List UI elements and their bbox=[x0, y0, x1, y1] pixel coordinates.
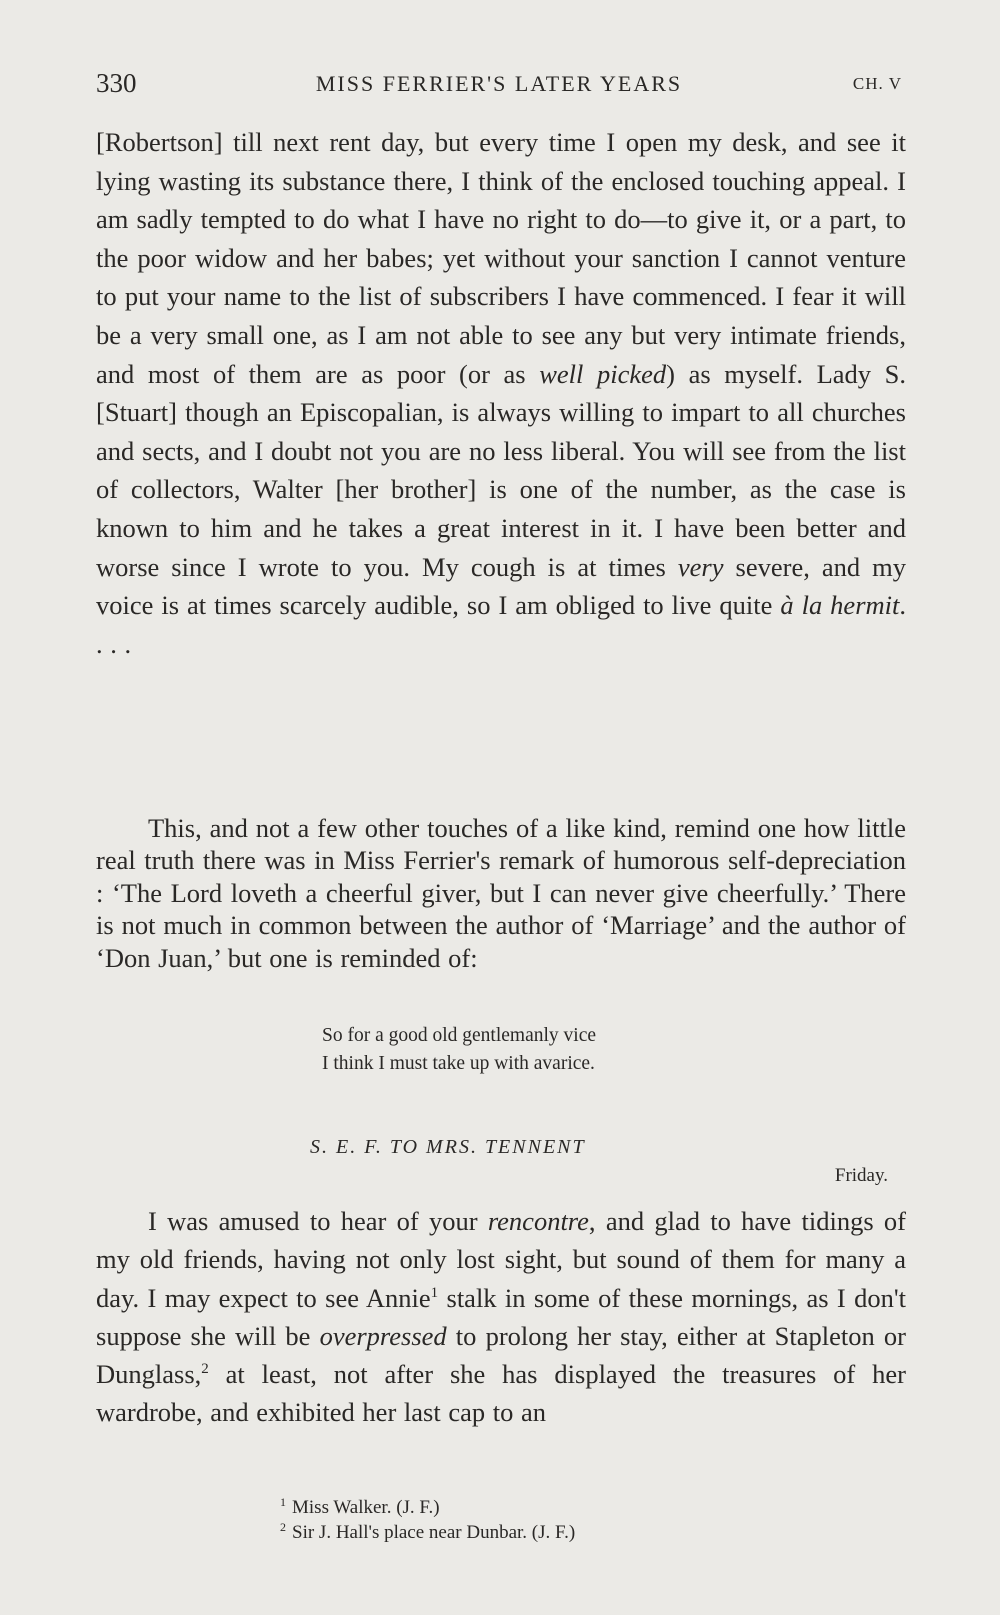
letter-date: Friday. bbox=[834, 1165, 888, 1186]
page-header bbox=[96, 68, 902, 102]
text-run: ) as myself. Lady S. [Stuart] though an Episcopalian, is always willing to impart to all churches and sects, and I doubt not you are no less liberal. You will see from the list of collectors, Walter [her brother] is one of the number, as the case is known to him and he takes a great interest in it. I have been better and worse since I wrote to you. My cough is at times bbox=[96, 358, 906, 582]
letter-continuation bbox=[96, 123, 906, 663]
verse-line: I think I must take up with avarice. bbox=[322, 1053, 595, 1074]
footnote-text: Sir J. Hall's place near Dunbar. (J. F.) bbox=[292, 1522, 576, 1543]
footnote-text: Miss Walker. (J. F.) bbox=[292, 1497, 440, 1518]
chapter-label: CH. V bbox=[852, 74, 902, 93]
commentary-text: This, and not a few other touches of a like kind, remind one how little real truth there was in Miss Ferrier's remark of humorous self-depreciation : ‘The Lord loveth a cheerful giver, but I can never give cheerfully.’ There is not much in common between the author of ‘Marriage’ and the author of ‘Don Juan,’ but one is reminded of: bbox=[96, 813, 906, 973]
verse-quotation bbox=[322, 1022, 596, 1078]
letter-body bbox=[96, 1202, 906, 1432]
commentary-paragraph bbox=[96, 812, 906, 974]
footnote-ref: 2 bbox=[201, 1361, 209, 1378]
text-run: severe, and my voice is at times scarcely audible, so I am obliged to live quite bbox=[96, 551, 906, 621]
italic-run: very bbox=[677, 551, 724, 582]
italic-run: à la hermit bbox=[780, 590, 900, 621]
running-title: MISS FERRIER'S LATER YEARS bbox=[315, 71, 683, 96]
letter-paragraph bbox=[96, 1202, 906, 1432]
italic-run: well picked bbox=[539, 358, 667, 389]
text-run: I was amused to hear of your bbox=[148, 1206, 488, 1236]
footnote-mark: 1 bbox=[280, 1494, 286, 1509]
footnote-mark: 2 bbox=[280, 1519, 286, 1534]
text-run: at least, not after she has displayed the treasures of her wardrobe, and exhibited her last cap to an bbox=[96, 1359, 906, 1428]
page-number: 330 bbox=[96, 68, 137, 98]
text-run: , and glad to have tidings of my old friends, having not only lost sight, but sound of them for many a day. I may expect to see Annie bbox=[96, 1206, 906, 1313]
italic-run: overpressed bbox=[319, 1320, 447, 1351]
letter-paragraph bbox=[96, 123, 906, 663]
verse-line: So for a good old gentlemanly vice bbox=[322, 1025, 597, 1046]
letter-heading: S. E. F. TO MRS. TENNENT bbox=[310, 1136, 586, 1158]
italic-run: rencontre bbox=[487, 1206, 589, 1236]
text-run: stalk in some of these mornings, as I don't suppose she will be bbox=[96, 1282, 907, 1351]
footnote-ref: 1 bbox=[430, 1284, 439, 1301]
text-run: to prolong her stay, either at Stapleton or Dunglass, bbox=[96, 1320, 906, 1390]
footnotes bbox=[280, 1495, 575, 1545]
footnote bbox=[280, 1495, 575, 1520]
text-run: [Robertson] till next rent day, but every time I open my desk, and see it lying wasting its substance there, I think of the enclosed touching appeal. I am sadly tempted to do what I have no right to do—to give it, or a part, to the poor widow and her babes; yet without your sanction I cannot venture to put your name to the list of subscribers I have commenced. I fear it will be a very small one, as I am not able to see any but very intimate friends, and most of them are as poor (or as bbox=[96, 127, 906, 389]
text-run: . . . . bbox=[96, 590, 906, 659]
footnote bbox=[280, 1520, 575, 1545]
